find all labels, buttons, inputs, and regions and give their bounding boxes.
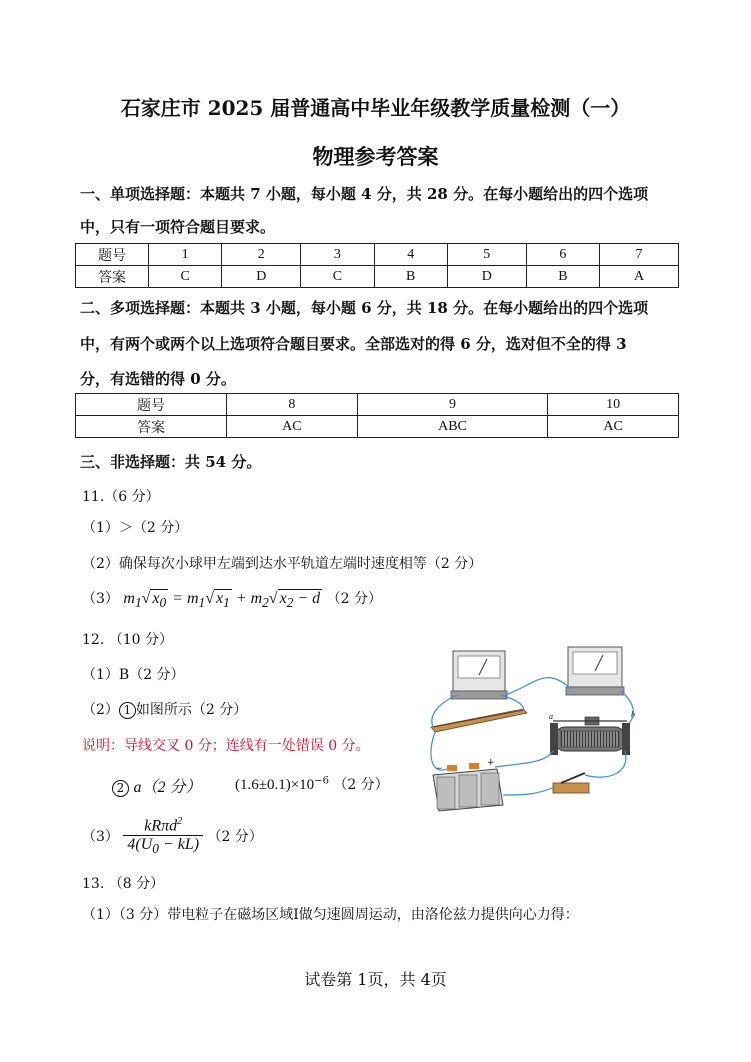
grading-note: 说明：导线交叉 0 分；连线有一处错误 0 分。	[82, 738, 370, 754]
answer-cell: A	[600, 266, 679, 288]
q11-answer-3-score: （2 分）	[326, 591, 382, 607]
table-row	[76, 266, 679, 288]
q11-answer-3-prefix: （3）	[82, 591, 119, 607]
exam-title: 石家庄市 2025 届普通高中毕业年级教学质量检测（一）	[120, 96, 631, 120]
row-label-answer: 答案	[76, 266, 149, 288]
q12-answer-2c-score: （2 分）	[333, 777, 389, 793]
terminal-label-b: b	[631, 710, 635, 719]
question-number: 1	[149, 244, 222, 266]
answer-cell: D	[222, 266, 301, 288]
section2-intro-line1: 二、多项选择题：本题共 3 小题，每小题 6 分，共 18 分。在每小题给出的四个选项	[80, 299, 649, 317]
q12-answer-2-prefix: （2）	[82, 702, 119, 718]
section1-intro-line1: 一、单项选择题：本题共 7 小题，每小题 4 分，共 28 分。在每小题给出的四个选项	[80, 185, 649, 203]
question-number: 3	[301, 244, 374, 266]
q12-answer-2c	[235, 774, 389, 794]
q12-header: 12. （10 分）	[82, 632, 173, 648]
row-label-question: 题号	[76, 244, 149, 266]
row-label-question: 题号	[76, 394, 227, 416]
circled-number-2: 2	[112, 780, 129, 797]
question-number: 6	[526, 244, 599, 266]
terminal-label-a: a	[549, 712, 553, 721]
answer-cell: ABC	[357, 416, 547, 438]
question-number: 2	[222, 244, 301, 266]
answer-cell: AC	[548, 416, 679, 438]
table-row	[76, 244, 679, 266]
q13-answer-1: （1）（3 分）带电粒子在磁场区域Ⅰ做匀速圆周运动，由洛伦兹力提供向心力得：	[82, 907, 579, 923]
row-label-answer: 答案	[76, 416, 227, 438]
multiple-choice-answer-table	[75, 393, 679, 438]
table-row	[76, 394, 679, 416]
resistance-wire-board	[431, 709, 527, 732]
voltmeter-icon	[451, 651, 507, 699]
svg-text:+: +	[487, 758, 495, 768]
q11-header: 11.（6 分）	[82, 489, 160, 505]
answer-cell: AC	[227, 416, 358, 438]
answer-cell: B	[526, 266, 599, 288]
question-number: 9	[357, 394, 547, 416]
q12-answer-3-score: （2 分）	[207, 828, 263, 845]
question-number: 7	[600, 244, 679, 266]
q12-answer-2-text: 如图所示（2 分）	[135, 702, 248, 718]
answer-cell: C	[301, 266, 374, 288]
resistivity-value: (1.6±0.1)×10	[235, 777, 315, 793]
battery-icon	[433, 758, 503, 811]
svg-text:−: −	[435, 764, 443, 774]
question-number: 4	[374, 244, 447, 266]
q11-answer-2: （2）确保每次小球甲左端到达水平轨道左端时速度相等（2 分）	[82, 556, 483, 572]
question-number: 10	[548, 394, 679, 416]
answer-cell: D	[447, 266, 526, 288]
q12-answer-2	[82, 699, 247, 719]
q13-header: 13. （8 分）	[82, 876, 165, 892]
section2-intro-line3: 分，有选错的得 0 分。	[80, 370, 236, 388]
q12-answer-2b	[112, 774, 201, 797]
circled-number-1: 1	[119, 702, 136, 719]
answer-cell: C	[149, 266, 222, 288]
question-number: 8	[227, 394, 358, 416]
answer-cell: B	[374, 266, 447, 288]
circuit-diagram	[425, 645, 640, 815]
section3-intro: 三、非选择题：共 54 分。	[80, 453, 262, 471]
momentum-equation: $m_1√$ $x_0 = m_1√$ $x_1 + m_2√$ $x_2 - d$	[123, 590, 321, 611]
resistivity-formula: $\frac{kR\pi d^2}{4(U_0 - kL)}$	[123, 816, 203, 858]
section2-intro-line2: 中，有两个或两个以上选项符合题目要求。全部选对的得 6 分，选对但不全的得 3	[80, 335, 627, 353]
table-row	[76, 416, 679, 438]
section1-intro-line2: 中，只有一项符合题目要求。	[80, 218, 276, 236]
rheostat-icon	[550, 717, 630, 755]
question-number: 5	[447, 244, 526, 266]
answer-key-subtitle: 物理参考答案	[312, 144, 439, 169]
resistivity-exponent: −6	[314, 775, 329, 787]
q11-answer-1: （1）＞（2 分）	[82, 520, 189, 536]
q12-answer-2b-value: a（2 分）	[133, 779, 202, 796]
single-choice-answer-table	[75, 243, 679, 288]
q12-answer-3-prefix: （3）	[82, 828, 119, 845]
page-footer: 试卷第 1页，共 4页	[304, 970, 447, 989]
switch-icon	[553, 773, 589, 793]
q12-answer-1: （1）B（2 分）	[82, 667, 185, 683]
ammeter-icon	[566, 647, 624, 695]
q12-answer-3	[82, 816, 263, 858]
q11-answer-3	[82, 588, 382, 611]
